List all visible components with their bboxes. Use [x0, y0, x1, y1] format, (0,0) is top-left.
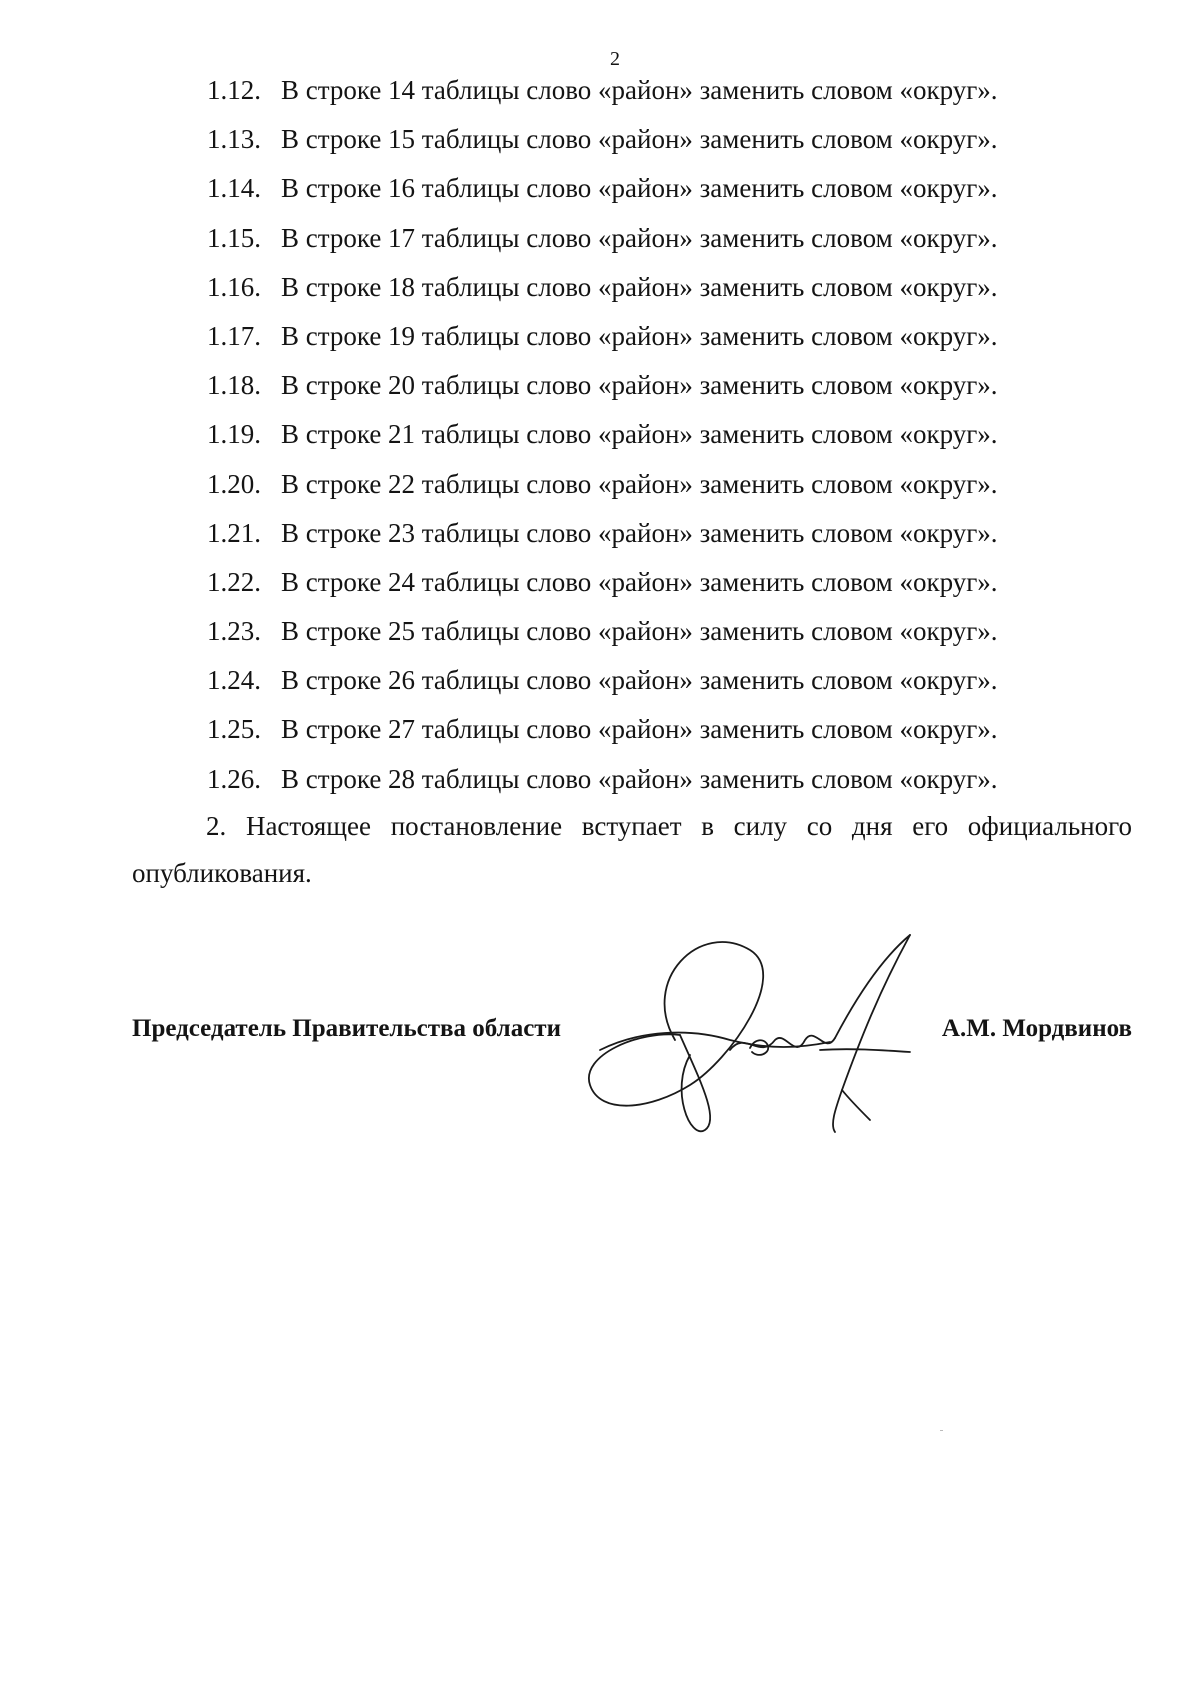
- paragraph-line: опубликования.: [132, 858, 312, 888]
- item-text: В строке 25 таблицы слово «район» заменить словом «округ».: [281, 616, 998, 647]
- item-number: 1.19.: [207, 419, 261, 450]
- list-item: [207, 513, 1067, 562]
- list-item: [207, 316, 1067, 365]
- list-item: [207, 218, 1067, 267]
- amendment-list: [207, 70, 1067, 808]
- item-number: 1.13.: [207, 124, 261, 155]
- item-text: В строке 15 таблицы слово «район» заменить словом «округ».: [281, 124, 998, 155]
- list-item: [207, 709, 1067, 758]
- effective-date-paragraph: [132, 803, 1132, 897]
- item-text: В строке 28 таблицы слово «район» заменить словом «округ».: [281, 763, 998, 794]
- handwritten-signature: [580, 920, 940, 1140]
- item-text: В строке 27 таблицы слово «район» заменить словом «округ».: [281, 714, 998, 745]
- list-item: [207, 414, 1067, 463]
- item-number: 1.18.: [207, 370, 261, 401]
- list-item: [207, 365, 1067, 414]
- item-text: В строке 20 таблицы слово «район» заменить словом «округ».: [281, 370, 998, 401]
- list-item: [207, 267, 1067, 316]
- list-item: [207, 168, 1067, 217]
- item-text: В строке 19 таблицы слово «район» заменить словом «округ».: [281, 320, 998, 351]
- item-text: В строке 21 таблицы слово «район» заменить словом «округ».: [281, 419, 998, 450]
- scan-speck: [940, 1430, 943, 1431]
- signatory-name: А.М. Мордвинов: [941, 1015, 1132, 1042]
- page-number: 2: [610, 48, 620, 70]
- item-number: 1.15.: [207, 222, 261, 253]
- item-number: 1.12.: [207, 75, 261, 105]
- item-text: В строке 16 таблицы слово «район» заменить словом «округ».: [281, 173, 998, 204]
- item-number: 1.23.: [207, 616, 261, 647]
- item-number: 1.22.: [207, 566, 261, 597]
- item-number: 1.17.: [207, 320, 261, 351]
- item-text: В строке 23 таблицы слово «район» заменить словом «округ».: [281, 517, 998, 548]
- list-item: [207, 70, 1067, 119]
- item-number: 1.14.: [207, 173, 261, 204]
- item-text: В строке 14 таблицы слово «район» заменить словом «округ».: [281, 75, 998, 105]
- item-text: В строке 26 таблицы слово «район» заменить словом «округ».: [281, 665, 998, 696]
- item-text: В строке 18 таблицы слово «район» заменить словом «округ».: [281, 271, 998, 302]
- list-item: [207, 759, 1067, 808]
- item-text: В строке 24 таблицы слово «район» заменить словом «округ».: [281, 566, 998, 597]
- signatory-position: Председатель Правительства области: [132, 1015, 561, 1042]
- list-item: [207, 611, 1067, 660]
- item-number: 1.26.: [207, 763, 261, 794]
- item-number: 1.21.: [207, 517, 261, 548]
- item-number: 1.25.: [207, 714, 261, 745]
- list-item: [207, 119, 1067, 168]
- list-item: [207, 464, 1067, 513]
- item-text: В строке 22 таблицы слово «район» заменить словом «округ».: [281, 468, 998, 499]
- list-item: [207, 660, 1067, 709]
- list-item: [207, 562, 1067, 611]
- item-text: В строке 17 таблицы слово «район» заменить словом «округ».: [281, 222, 998, 253]
- item-number: 1.24.: [207, 665, 261, 696]
- paragraph-line: 2. Настоящее постановление вступает в силу со дня его официального: [206, 811, 1132, 841]
- item-number: 1.16.: [207, 271, 261, 302]
- item-number: 1.20.: [207, 468, 261, 499]
